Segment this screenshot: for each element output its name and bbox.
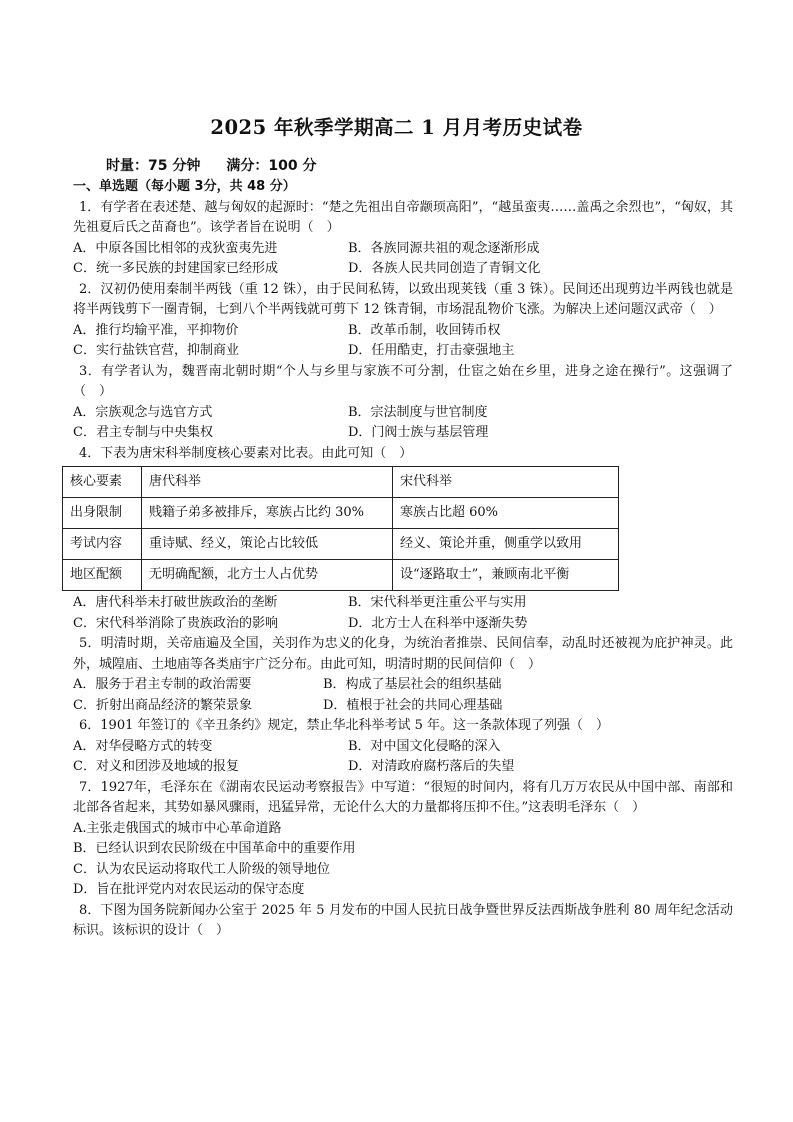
option-a: A．推行均输平准，平抑物价 — [73, 322, 239, 338]
table-cell: 地区配额 — [63, 560, 142, 591]
option-c: C．对义和团涉及地域的报复 — [73, 759, 239, 774]
option-b: B．宋代科举更注重公平与实用 — [348, 595, 527, 610]
question-7 — [73, 778, 733, 901]
options — [73, 403, 733, 444]
table-header: 核心要素 — [63, 467, 142, 498]
question-list — [70, 177, 733, 942]
option-a: A．宗族观念与选官方式 — [73, 404, 213, 420]
question-stem: 6．1901 年签订的《辛丑条约》规定，禁止华北科举考试 5 年。这一条款体现了列强（ ） — [79, 718, 610, 733]
option-b: B．各族同源共祖的观念逐渐形成 — [348, 240, 540, 256]
option-a: A．服务于君主专制的政治需要 — [73, 677, 252, 692]
option-c: C．统一多民族的封建国家已经形成 — [73, 261, 278, 276]
question-6 — [73, 716, 733, 778]
options — [73, 321, 733, 362]
question-4 — [70, 444, 733, 635]
options — [73, 675, 733, 716]
option-a: A.主张走俄国式的城市中心革命道路 — [73, 820, 282, 836]
table-cell: 出身限制 — [63, 498, 142, 529]
option-b: B．对中国文化侵略的深入 — [348, 738, 501, 754]
option-c: C．折射出商品经济的繁荣景象 — [73, 697, 252, 713]
question-8 — [73, 901, 733, 942]
table-cell: 贱籍子弟多被排斥，寒族占比约 30% — [142, 498, 393, 529]
option-a: A．唐代科举未打破世族政治的垄断 — [73, 595, 278, 610]
option-d: D．对清政府腐朽落后的失望 — [348, 759, 515, 774]
option-c: C．实行盐铁官营，抑制商业 — [73, 343, 239, 358]
question-5 — [73, 634, 733, 716]
table-header: 唐代科举 — [142, 467, 393, 498]
option-d: D．旨在批评党内对农民运动的保守态度 — [73, 882, 305, 897]
question-stem: 2．汉初仍使用秦制半两钱（重 12 铢），由于民间私铸，以致出现荚钱（重 3 铢）。民间还出现剪边半两钱也就是将半两钱剪下一圈青铜，七到八个半两钱就可剪下 12 铢青铜，市场混乱物价飞涨。为解决上述问题汉武帝（ ） — [73, 281, 733, 317]
option-b: B．构成了基层社会的组织基础 — [323, 677, 502, 692]
exam-meta — [106, 156, 316, 177]
table-cell: 重诗赋、经义，策论占比较低 — [142, 529, 393, 560]
question-stem: 5．明清时期，关帝庙遍及全国，关羽作为忠义的化身，为统治者推崇、民间信奉，动乱时还被视为庇护神灵。此外，城隍庙、土地庙等各类庙宇广泛分布。由此可知，明清时期的民间信仰（ ） — [73, 636, 733, 672]
option-d: D．门阀士族与基层管理 — [348, 425, 489, 440]
option-d: D．北方士人在科举中逐渐失势 — [348, 615, 528, 631]
question-stem: 4．下表为唐宋科举制度核心要素对比表。由此可知（ ） — [79, 445, 413, 461]
table-header-row — [63, 467, 619, 498]
table-cell: 设“逐路取士”，兼顾南北平衡 — [393, 560, 619, 591]
option-d: D．任用酷吏，打击豪强地主 — [348, 343, 515, 358]
options — [73, 737, 733, 778]
option-c: C．宋代科举消除了贵族政治的影响 — [73, 615, 278, 631]
option-c: C．认为农民运动将取代工人阶级的领导地位 — [73, 861, 330, 877]
time-limit: 时量：75 分钟 — [106, 158, 201, 174]
option-c: C．君主专制与中央集权 — [73, 425, 213, 440]
table-row — [63, 560, 619, 591]
comparison-table — [62, 466, 619, 591]
table-cell: 无明确配额，北方士人占优势 — [142, 560, 393, 591]
table-cell: 经义、策论并重，侧重学以致用 — [393, 529, 619, 560]
question-2 — [73, 280, 733, 362]
question-stem: 8．下图为国务院新闻办公室于 2025 年 5 月发布的中国人民抗日战争暨世界反法西斯战争胜利 80 周年纪念活动标识。该标识的设计（ ） — [73, 902, 733, 938]
table-cell: 寒族占比超 60% — [393, 498, 619, 529]
question-stem: 3．有学者认为，魏晋南北朝时期“个人与乡里与家族不可分割，仕宦之始在乡里，进身之途在操行”。这强调了（ ） — [73, 363, 733, 399]
option-d: D．各族人民共同创造了青铜文化 — [348, 261, 541, 276]
question-3 — [73, 362, 733, 444]
option-b: B．已经认识到农民阶级在中国革命中的重要作用 — [73, 841, 356, 856]
option-b: B．宗法制度与世官制度 — [348, 404, 488, 420]
option-d: D．植根于社会的共同心理基础 — [323, 697, 503, 713]
option-b: B．改革币制，收回铸币权 — [348, 322, 501, 338]
option-a: A．对华侵略方式的转变 — [73, 738, 213, 754]
question-1 — [73, 198, 733, 280]
table-row — [63, 529, 619, 560]
question-stem: 7．1927年，毛泽东在《湖南农民运动考察报告》中写道：“很短的时间内，将有几万万农民从中国中部、南部和北部各省起来，其势如暴风骤雨，迅猛异常，无论什么大的力量都将压抑不住。”这表明毛泽东（ ） — [73, 779, 733, 815]
full-score: 满分：100 分 — [226, 158, 317, 174]
table-cell: 考试内容 — [63, 529, 142, 560]
table-row — [63, 498, 619, 529]
table-header: 宋代科举 — [393, 467, 619, 498]
option-a: A．中原各国比相邻的戎狄蛮夷先进 — [73, 240, 278, 256]
page-title: 2025 年秋季学期高二 1 月月考历史试卷 — [210, 116, 583, 139]
question-stem: 1．有学者在表述楚、越与匈奴的起源时：“楚之先祖出自帝颛顼高阳”，“越虽蛮夷……盖禹之余烈也”，“匈奴，其先祖夏后氏之苗裔也”。该学者旨在说明（ ） — [73, 199, 733, 235]
section-heading: 一、单选题（每小题 3分，共 48 分） — [73, 179, 296, 194]
options — [73, 239, 733, 280]
options — [73, 593, 733, 634]
